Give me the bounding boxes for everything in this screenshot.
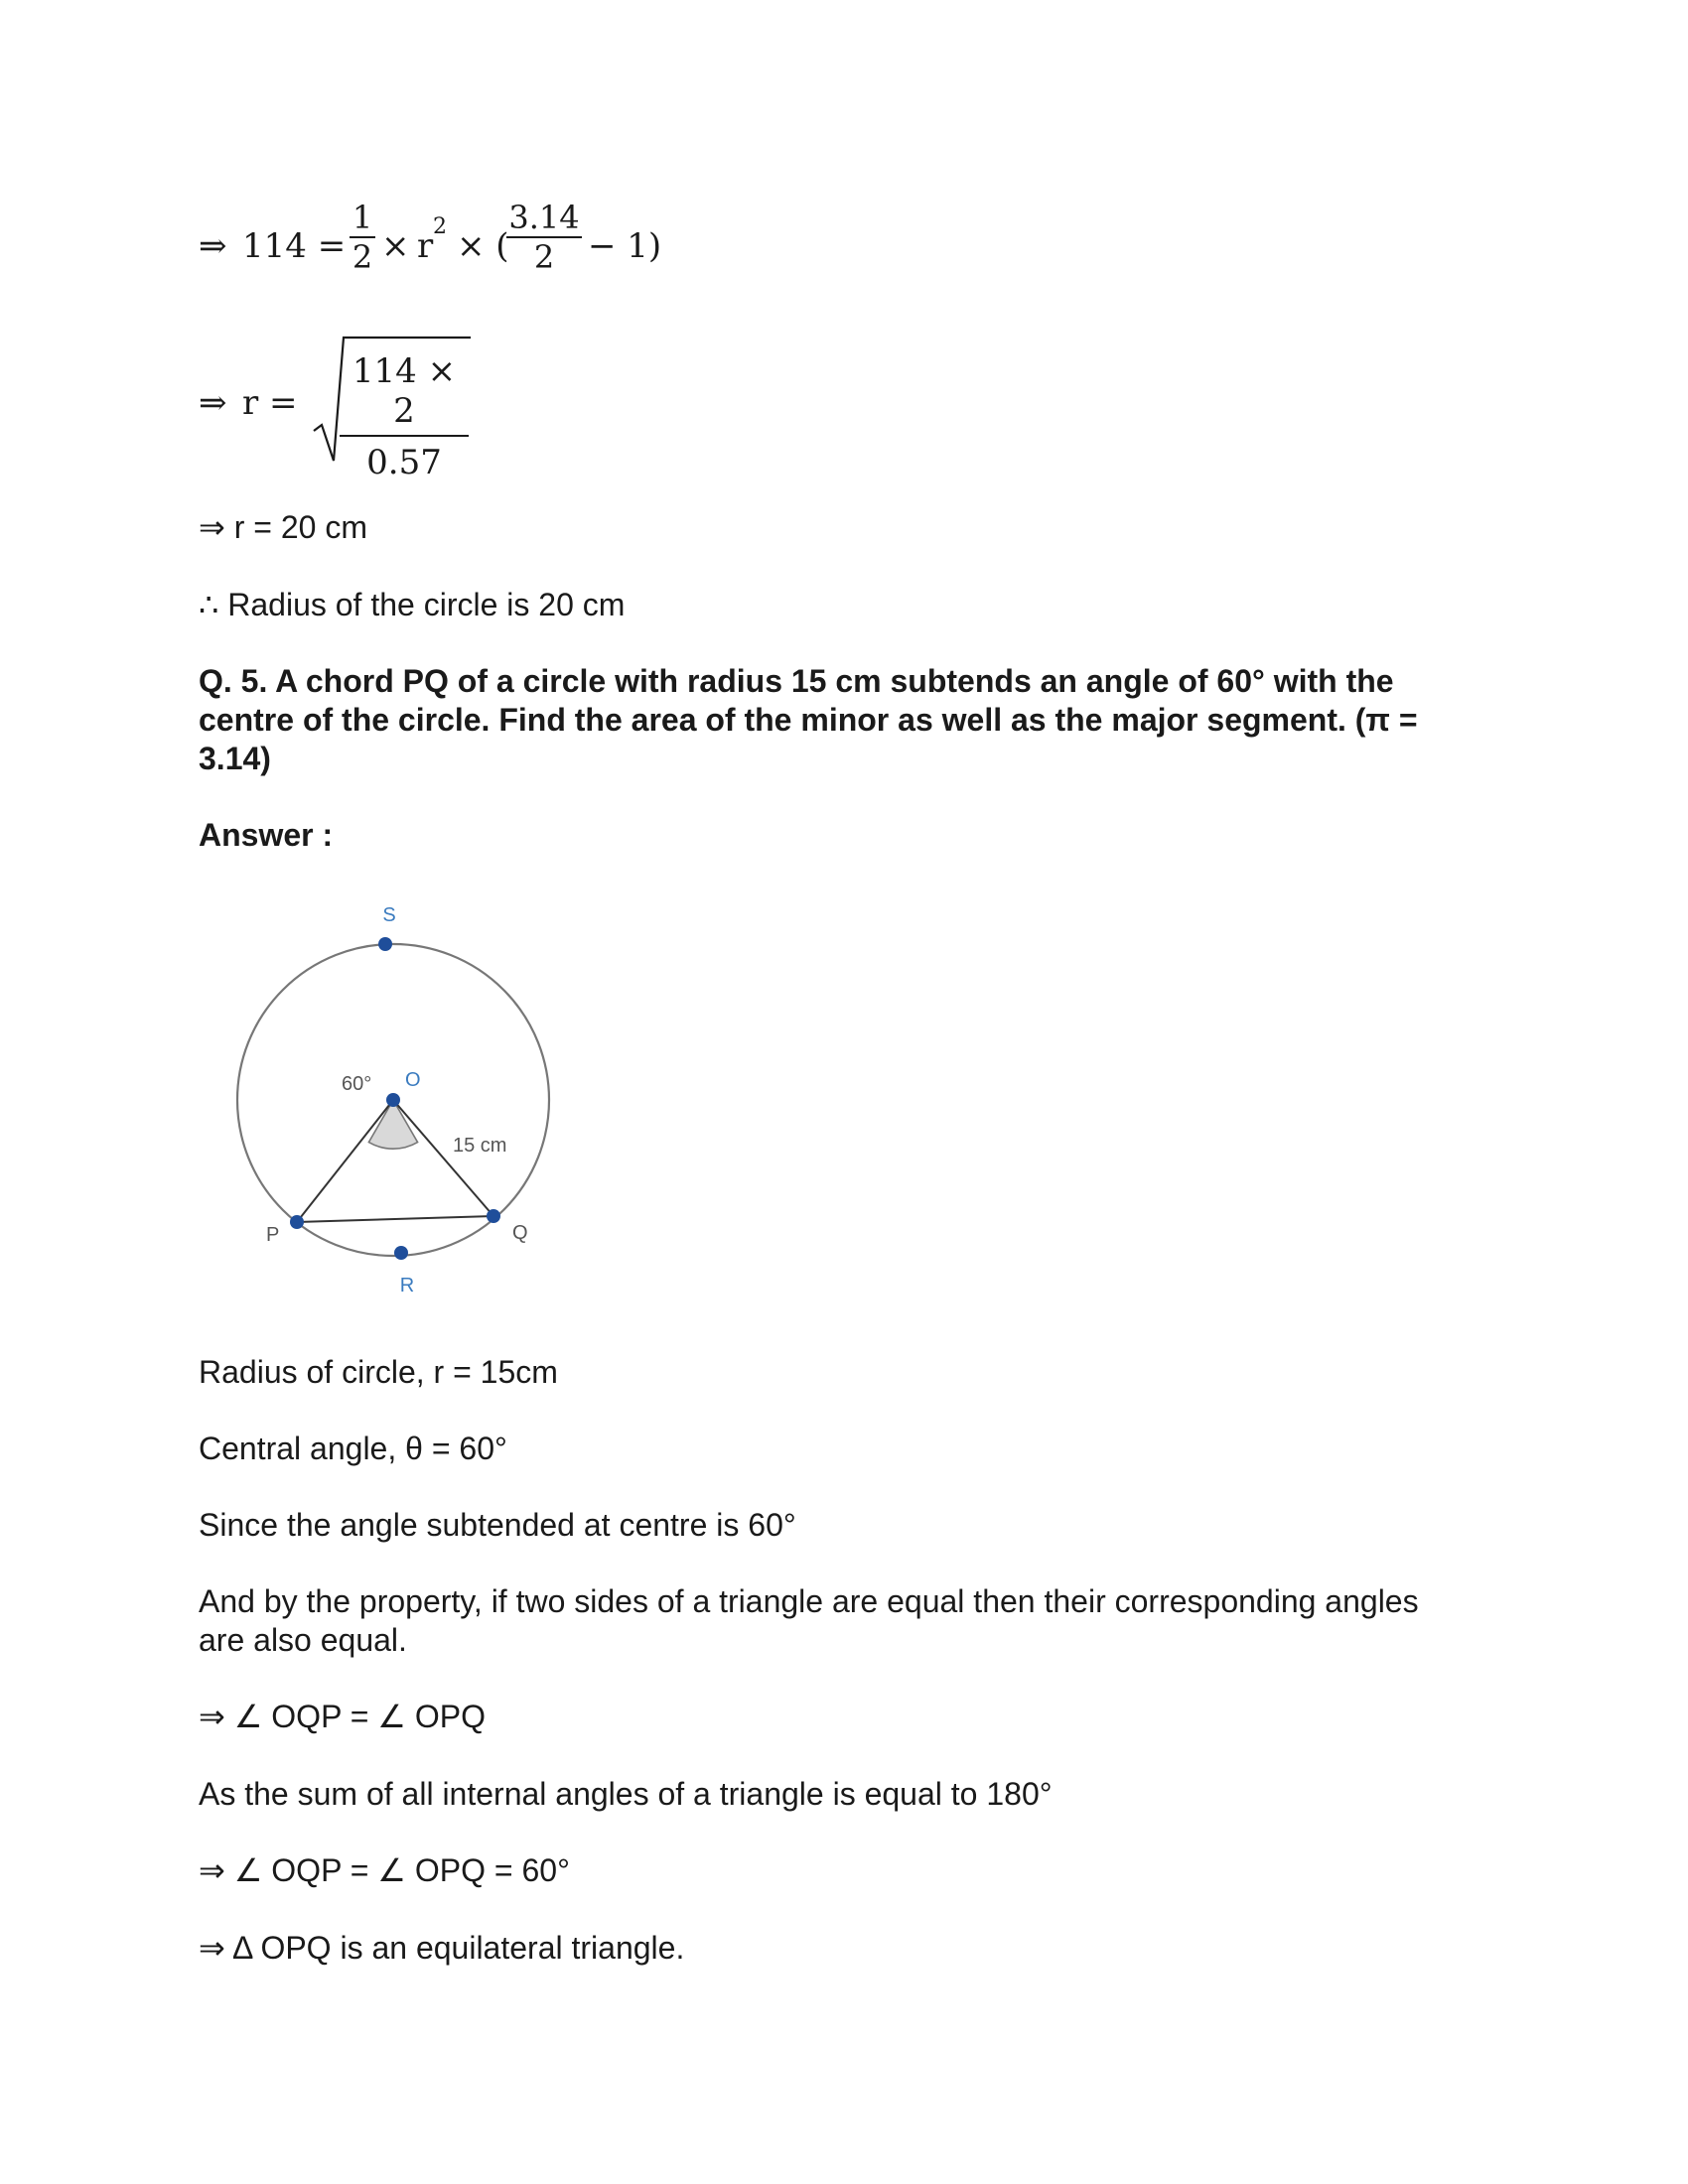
eq1-exponent: 2 xyxy=(433,214,447,239)
angles-equal-line: ⇒ ∠ OQP = ∠ OPQ xyxy=(199,1699,486,1734)
label-r: R xyxy=(399,1275,415,1297)
question-line-3: 3.14) xyxy=(199,741,271,776)
eq1-lhs: 114 = xyxy=(242,226,347,266)
circle-chord-figure xyxy=(218,893,576,1310)
label-radius: 15 cm xyxy=(453,1135,507,1157)
eq1-fraction-2: 3.14 2 xyxy=(506,199,582,276)
radius-line: Radius of circle, r = 15cm xyxy=(199,1354,558,1390)
eq1-fraction-1: 1 2 xyxy=(350,199,375,276)
label-angle: 60° xyxy=(342,1073,372,1095)
eq1-tail: − 1) xyxy=(588,226,662,266)
r-result-line: ⇒ r = 20 cm xyxy=(199,509,367,545)
point-r xyxy=(394,1246,408,1260)
eq1-r: r xyxy=(417,226,434,266)
eq2-lhs: r = xyxy=(242,383,298,423)
eq2-fraction: 114 × 2 0.57 xyxy=(340,351,469,482)
label-p: P xyxy=(266,1224,280,1246)
point-o xyxy=(386,1093,400,1107)
answer-label: Answer : xyxy=(199,817,334,853)
chord-pq xyxy=(297,1216,493,1222)
label-q: Q xyxy=(512,1222,528,1244)
eq1-times-1: × xyxy=(381,226,410,266)
point-s xyxy=(378,937,392,951)
question-line-2: centre of the circle. Find the area of the minor as well as the major segment. (π = xyxy=(199,702,1418,738)
point-p xyxy=(290,1215,304,1229)
angles-60-line: ⇒ ∠ OQP = ∠ OPQ = 60° xyxy=(199,1852,570,1888)
since-line: Since the angle subtended at centre is 60° xyxy=(199,1507,796,1543)
radius-op xyxy=(297,1100,393,1222)
label-s: S xyxy=(382,904,396,926)
eq1-times-2: × ( xyxy=(457,226,509,266)
eq2-arrow: ⇒ xyxy=(199,383,227,423)
radius-conclusion-line: ∴ Radius of the circle is 20 cm xyxy=(199,587,626,622)
central-angle-line: Central angle, θ = 60° xyxy=(199,1431,507,1466)
property-line-1: And by the property, if two sides of a triangle are equal then their corresponding angles xyxy=(199,1583,1419,1619)
label-o: O xyxy=(405,1069,421,1091)
equilateral-line: ⇒ Δ OPQ is an equilateral triangle. xyxy=(199,1930,685,1966)
point-q xyxy=(487,1209,500,1223)
angle-sector xyxy=(368,1100,417,1149)
question-line-1: Q. 5. A chord PQ of a circle with radius 15 cm subtends an angle of 60° with the xyxy=(199,663,1394,699)
property-line-2: are also equal. xyxy=(199,1622,407,1658)
angle-sum-line: As the sum of all internal angles of a triangle is equal to 180° xyxy=(199,1776,1053,1812)
radius-oq xyxy=(393,1100,493,1216)
eq1-arrow: ⇒ xyxy=(199,226,227,266)
